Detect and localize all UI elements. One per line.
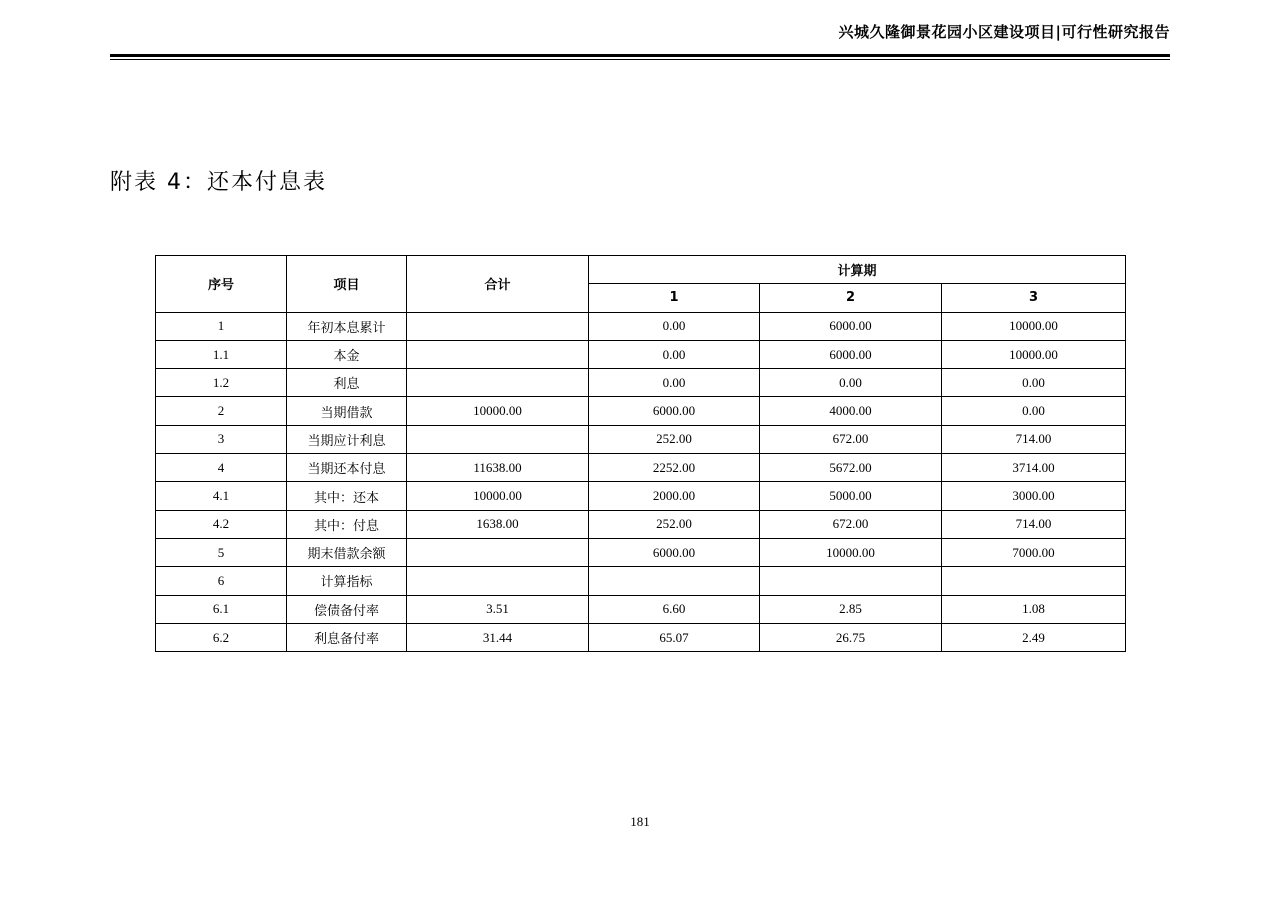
cell-seq: 5 — [156, 538, 287, 566]
table-row — [156, 312, 1126, 340]
cell-period-2: 4000.00 — [760, 397, 942, 425]
cell-item: 其中：还本 — [287, 482, 407, 510]
cell-period-3: 3714.00 — [942, 454, 1126, 482]
cell-seq: 3 — [156, 425, 287, 453]
cell-item: 当期应计利息 — [287, 425, 407, 453]
cell-total — [407, 538, 589, 566]
cell-period-2: 26.75 — [760, 623, 942, 651]
table-row — [156, 454, 1126, 482]
cell-period-1 — [589, 567, 760, 595]
cell-period-3: 3000.00 — [942, 482, 1126, 510]
cell-seq: 1.1 — [156, 340, 287, 368]
cell-item: 利息 — [287, 369, 407, 397]
header-period-3: 3 — [942, 284, 1126, 312]
table-row — [156, 623, 1126, 651]
cell-total: 10000.00 — [407, 482, 589, 510]
cell-item: 利息备付率 — [287, 623, 407, 651]
cell-period-3 — [942, 567, 1126, 595]
repayment-table-container — [155, 255, 1125, 652]
cell-period-2: 5000.00 — [760, 482, 942, 510]
header-rule-thin — [110, 59, 1170, 60]
header-period-group: 计算期 — [589, 256, 1126, 284]
cell-period-3: 7000.00 — [942, 538, 1126, 566]
table-body — [156, 312, 1126, 652]
header-item: 项目 — [287, 256, 407, 313]
cell-period-2: 0.00 — [760, 369, 942, 397]
cell-period-2: 10000.00 — [760, 538, 942, 566]
cell-total — [407, 567, 589, 595]
cell-item: 其中：付息 — [287, 510, 407, 538]
cell-period-1: 2000.00 — [589, 482, 760, 510]
cell-period-1: 0.00 — [589, 340, 760, 368]
cell-total: 1638.00 — [407, 510, 589, 538]
repayment-table — [155, 255, 1126, 652]
cell-period-2 — [760, 567, 942, 595]
cell-total — [407, 425, 589, 453]
cell-period-1: 0.00 — [589, 369, 760, 397]
cell-total: 11638.00 — [407, 454, 589, 482]
table-row — [156, 482, 1126, 510]
cell-item: 计算指标 — [287, 567, 407, 595]
cell-total — [407, 312, 589, 340]
table-row — [156, 425, 1126, 453]
cell-period-2: 2.85 — [760, 595, 942, 623]
table-row — [156, 340, 1126, 368]
section-title: 附表 4：还本付息表 — [110, 170, 327, 195]
cell-total: 10000.00 — [407, 397, 589, 425]
cell-period-3: 1.08 — [942, 595, 1126, 623]
cell-period-1: 0.00 — [589, 312, 760, 340]
cell-seq: 6 — [156, 567, 287, 595]
cell-item: 偿债备付率 — [287, 595, 407, 623]
cell-period-3: 714.00 — [942, 425, 1126, 453]
cell-item: 当期借款 — [287, 397, 407, 425]
page-number: 181 — [630, 814, 650, 829]
cell-seq: 1 — [156, 312, 287, 340]
cell-period-2: 672.00 — [760, 510, 942, 538]
cell-seq: 4.2 — [156, 510, 287, 538]
header-period-1: 1 — [589, 284, 760, 312]
cell-seq: 2 — [156, 397, 287, 425]
cell-item: 当期还本付息 — [287, 454, 407, 482]
cell-period-1: 252.00 — [589, 510, 760, 538]
cell-item: 本金 — [287, 340, 407, 368]
table-header-row — [156, 256, 1126, 284]
cell-item: 期末借款余额 — [287, 538, 407, 566]
cell-period-2: 5672.00 — [760, 454, 942, 482]
table-row — [156, 538, 1126, 566]
cell-period-3: 10000.00 — [942, 312, 1126, 340]
cell-total — [407, 340, 589, 368]
table-row — [156, 510, 1126, 538]
cell-total: 31.44 — [407, 623, 589, 651]
header-title: 兴城久隆御景花园小区建设项目|可行性研究报告 — [838, 23, 1170, 41]
cell-period-1: 6000.00 — [589, 397, 760, 425]
table-row — [156, 397, 1126, 425]
cell-period-2: 6000.00 — [760, 312, 942, 340]
cell-period-1: 6000.00 — [589, 538, 760, 566]
cell-seq: 1.2 — [156, 369, 287, 397]
cell-seq: 6.2 — [156, 623, 287, 651]
cell-seq: 4.1 — [156, 482, 287, 510]
cell-total: 3.51 — [407, 595, 589, 623]
cell-period-1: 2252.00 — [589, 454, 760, 482]
cell-period-1: 252.00 — [589, 425, 760, 453]
cell-seq: 4 — [156, 454, 287, 482]
table-row — [156, 595, 1126, 623]
cell-period-3: 0.00 — [942, 369, 1126, 397]
header-period-2: 2 — [760, 284, 942, 312]
cell-period-3: 10000.00 — [942, 340, 1126, 368]
cell-period-3: 0.00 — [942, 397, 1126, 425]
cell-period-2: 6000.00 — [760, 340, 942, 368]
cell-period-1: 6.60 — [589, 595, 760, 623]
cell-item: 年初本息累计 — [287, 312, 407, 340]
cell-period-1: 65.07 — [589, 623, 760, 651]
table-row — [156, 567, 1126, 595]
cell-period-3: 714.00 — [942, 510, 1126, 538]
header-rule-thick — [110, 54, 1170, 57]
table-row — [156, 369, 1126, 397]
cell-total — [407, 369, 589, 397]
cell-period-3: 2.49 — [942, 623, 1126, 651]
cell-period-2: 672.00 — [760, 425, 942, 453]
header-seq: 序号 — [156, 256, 287, 313]
header-total: 合计 — [407, 256, 589, 313]
cell-seq: 6.1 — [156, 595, 287, 623]
